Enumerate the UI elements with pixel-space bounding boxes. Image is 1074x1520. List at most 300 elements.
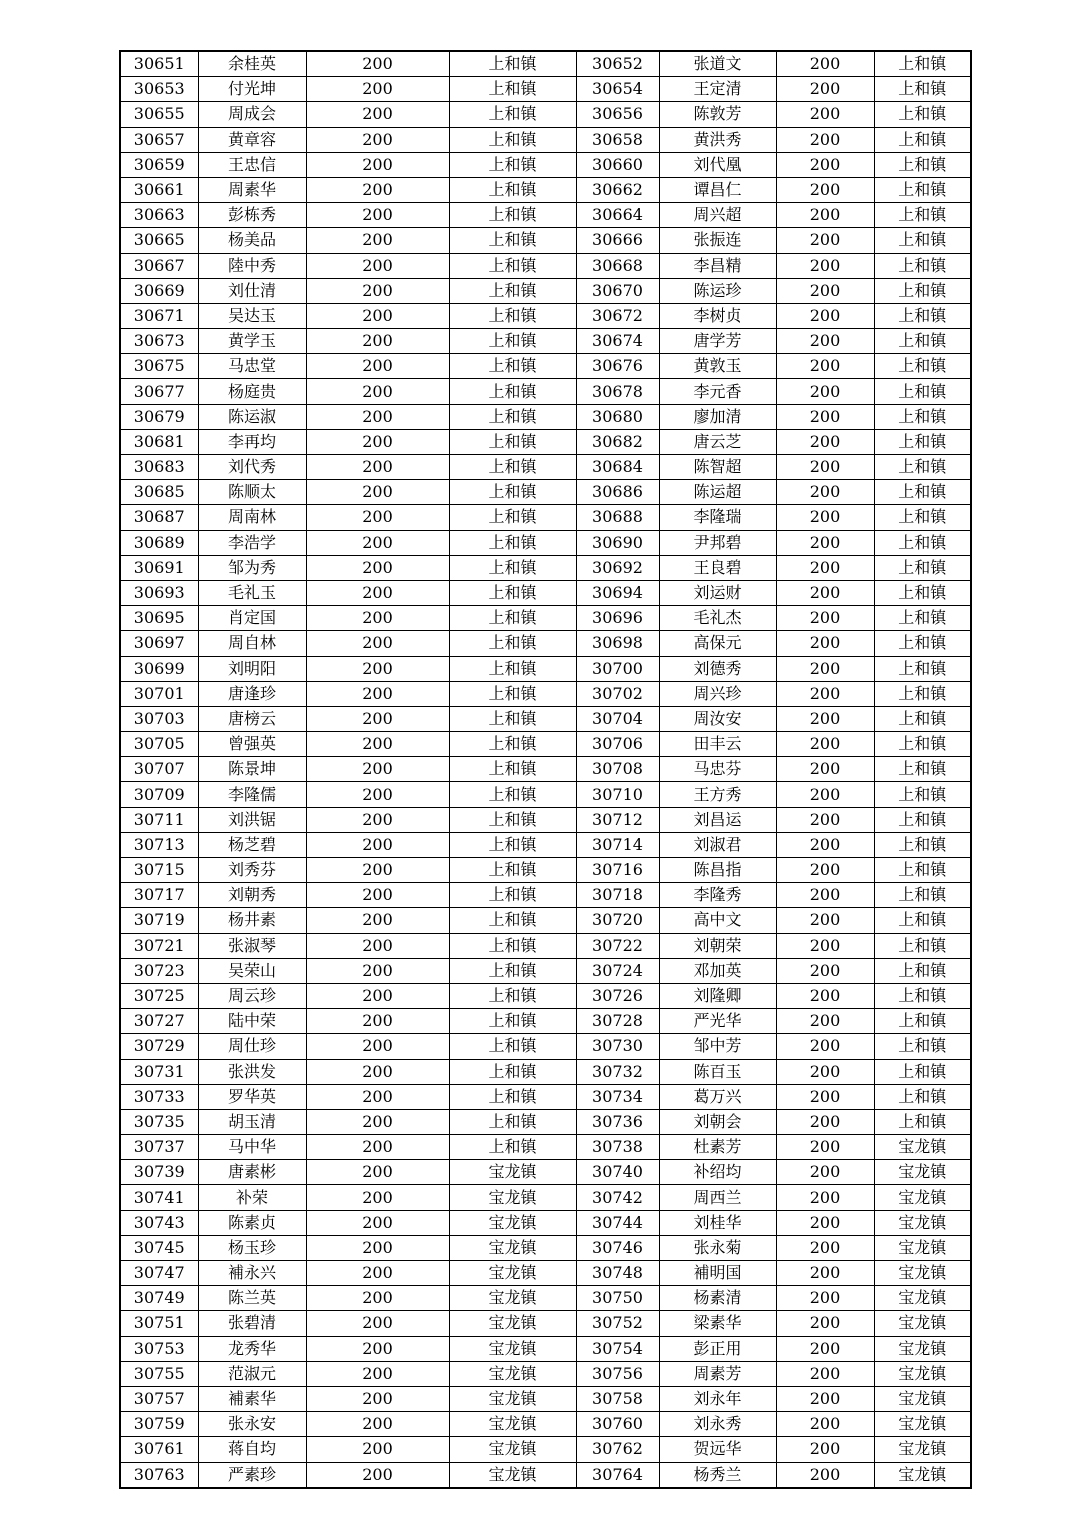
table-row	[120, 958, 971, 983]
cell-amount-right: 200	[776, 883, 874, 908]
cell-town-right: 上和镇	[874, 253, 971, 278]
cell-id-left: 30743	[120, 1210, 198, 1235]
cell-id-left: 30677	[120, 379, 198, 404]
cell-amount-left: 200	[306, 1235, 449, 1260]
cell-id-left: 30747	[120, 1261, 198, 1286]
cell-id-left: 30663	[120, 203, 198, 228]
cell-amount-left: 200	[306, 681, 449, 706]
cell-id-left: 30739	[120, 1160, 198, 1185]
cell-id-right: 30694	[576, 580, 659, 605]
cell-id-left: 30717	[120, 883, 198, 908]
cell-amount-right: 200	[776, 1437, 874, 1462]
cell-name-right: 杜素芳	[659, 1135, 776, 1160]
cell-name-right: 李元香	[659, 379, 776, 404]
cell-town-left: 宝龙镇	[449, 1286, 576, 1311]
cell-town-left: 上和镇	[449, 1009, 576, 1034]
cell-name-right: 王方秀	[659, 782, 776, 807]
cell-town-right: 宝龙镇	[874, 1286, 971, 1311]
cell-name-left: 吴达玉	[198, 303, 306, 328]
cell-id-left: 30659	[120, 152, 198, 177]
cell-amount-left: 200	[306, 278, 449, 303]
cell-town-right: 宝龙镇	[874, 1185, 971, 1210]
cell-amount-left: 200	[306, 404, 449, 429]
cell-id-right: 30740	[576, 1160, 659, 1185]
cell-amount-right: 200	[776, 732, 874, 757]
cell-id-left: 30763	[120, 1462, 198, 1488]
cell-id-left: 30685	[120, 480, 198, 505]
table-row	[120, 203, 971, 228]
table-row	[120, 455, 971, 480]
cell-town-left: 上和镇	[449, 983, 576, 1008]
cell-id-left: 30697	[120, 631, 198, 656]
cell-town-left: 上和镇	[449, 1135, 576, 1160]
cell-id-right: 30726	[576, 983, 659, 1008]
cell-name-right: 王良碧	[659, 555, 776, 580]
cell-name-left: 补荣	[198, 1185, 306, 1210]
cell-amount-left: 200	[306, 1084, 449, 1109]
cell-id-right: 30746	[576, 1235, 659, 1260]
cell-town-right: 上和镇	[874, 807, 971, 832]
cell-name-left: 肖定国	[198, 606, 306, 631]
cell-town-right: 上和镇	[874, 1034, 971, 1059]
cell-amount-right: 200	[776, 1210, 874, 1235]
cell-amount-left: 200	[306, 933, 449, 958]
cell-town-right: 上和镇	[874, 278, 971, 303]
cell-name-right: 補明国	[659, 1261, 776, 1286]
table-row	[120, 555, 971, 580]
cell-name-right: 严光华	[659, 1009, 776, 1034]
cell-id-right: 30734	[576, 1084, 659, 1109]
cell-id-right: 30682	[576, 429, 659, 454]
cell-name-right: 周汝安	[659, 706, 776, 731]
cell-town-left: 上和镇	[449, 253, 576, 278]
cell-amount-left: 200	[306, 203, 449, 228]
table-row	[120, 580, 971, 605]
cell-town-right: 宝龙镇	[874, 1336, 971, 1361]
cell-town-right: 上和镇	[874, 77, 971, 102]
cell-name-right: 刘永年	[659, 1386, 776, 1411]
cell-town-right: 上和镇	[874, 958, 971, 983]
cell-amount-left: 200	[306, 706, 449, 731]
cell-town-right: 上和镇	[874, 1109, 971, 1134]
cell-amount-right: 200	[776, 127, 874, 152]
cell-name-right: 唐学芳	[659, 329, 776, 354]
table-row	[120, 228, 971, 253]
cell-amount-left: 200	[306, 908, 449, 933]
table-row	[120, 1386, 971, 1411]
cell-amount-left: 200	[306, 1210, 449, 1235]
table-row	[120, 253, 971, 278]
cell-amount-left: 200	[306, 958, 449, 983]
cell-town-right: 上和镇	[874, 606, 971, 631]
cell-id-right: 30720	[576, 908, 659, 933]
cell-town-left: 上和镇	[449, 303, 576, 328]
cell-town-right: 上和镇	[874, 228, 971, 253]
cell-id-right: 30696	[576, 606, 659, 631]
cell-id-left: 30729	[120, 1034, 198, 1059]
cell-id-left: 30735	[120, 1109, 198, 1134]
cell-town-left: 宝龙镇	[449, 1361, 576, 1386]
cell-amount-right: 200	[776, 1034, 874, 1059]
cell-name-left: 曾强英	[198, 732, 306, 757]
cell-amount-right: 200	[776, 555, 874, 580]
table-row	[120, 908, 971, 933]
cell-town-left: 上和镇	[449, 1059, 576, 1084]
cell-name-right: 高保元	[659, 631, 776, 656]
cell-town-right: 上和镇	[874, 1059, 971, 1084]
cell-amount-right: 200	[776, 505, 874, 530]
cell-amount-right: 200	[776, 77, 874, 102]
cell-name-right: 李昌精	[659, 253, 776, 278]
cell-amount-right: 200	[776, 807, 874, 832]
cell-id-left: 30741	[120, 1185, 198, 1210]
cell-town-left: 宝龙镇	[449, 1210, 576, 1235]
cell-name-left: 龙秀华	[198, 1336, 306, 1361]
cell-name-left: 毛礼玉	[198, 580, 306, 605]
cell-name-left: 周仕珍	[198, 1034, 306, 1059]
cell-name-left: 陈顺太	[198, 480, 306, 505]
cell-id-right: 30712	[576, 807, 659, 832]
cell-town-right: 上和镇	[874, 51, 971, 77]
cell-id-left: 30653	[120, 77, 198, 102]
cell-town-right: 上和镇	[874, 429, 971, 454]
cell-id-left: 30669	[120, 278, 198, 303]
cell-amount-right: 200	[776, 303, 874, 328]
cell-name-left: 余桂英	[198, 51, 306, 77]
cell-id-left: 30707	[120, 757, 198, 782]
cell-town-left: 上和镇	[449, 681, 576, 706]
cell-name-right: 刘永秀	[659, 1412, 776, 1437]
cell-town-left: 上和镇	[449, 404, 576, 429]
cell-name-right: 彭正用	[659, 1336, 776, 1361]
cell-town-left: 上和镇	[449, 933, 576, 958]
cell-name-left: 陈兰英	[198, 1286, 306, 1311]
table-row	[120, 329, 971, 354]
cell-id-left: 30655	[120, 102, 198, 127]
cell-town-left: 宝龙镇	[449, 1412, 576, 1437]
cell-name-left: 付光坤	[198, 77, 306, 102]
cell-town-right: 上和镇	[874, 1084, 971, 1109]
cell-name-right: 田丰云	[659, 732, 776, 757]
cell-town-left: 上和镇	[449, 152, 576, 177]
cell-name-right: 补绍均	[659, 1160, 776, 1185]
cell-name-right: 陈昌指	[659, 858, 776, 883]
cell-amount-left: 200	[306, 1135, 449, 1160]
cell-name-left: 彭栋秀	[198, 203, 306, 228]
cell-amount-right: 200	[776, 1462, 874, 1488]
cell-amount-right: 200	[776, 631, 874, 656]
cell-name-left: 刘仕清	[198, 278, 306, 303]
cell-name-right: 尹邦碧	[659, 530, 776, 555]
cell-name-left: 马中华	[198, 1135, 306, 1160]
cell-town-left: 上和镇	[449, 228, 576, 253]
cell-id-left: 30727	[120, 1009, 198, 1034]
cell-town-right: 上和镇	[874, 782, 971, 807]
cell-id-left: 30719	[120, 908, 198, 933]
cell-id-right: 30702	[576, 681, 659, 706]
table-row	[120, 303, 971, 328]
cell-amount-left: 200	[306, 858, 449, 883]
cell-name-right: 陈运超	[659, 480, 776, 505]
cell-name-left: 唐素彬	[198, 1160, 306, 1185]
cell-name-right: 梁素华	[659, 1311, 776, 1336]
cell-name-left: 陸中秀	[198, 253, 306, 278]
cell-name-left: 李浩学	[198, 530, 306, 555]
cell-name-left: 陈素贞	[198, 1210, 306, 1235]
table-row	[120, 177, 971, 202]
cell-amount-left: 200	[306, 1185, 449, 1210]
cell-id-right: 30714	[576, 832, 659, 857]
cell-name-left: 周素华	[198, 177, 306, 202]
cell-amount-right: 200	[776, 933, 874, 958]
cell-name-left: 李再均	[198, 429, 306, 454]
cell-amount-left: 200	[306, 1336, 449, 1361]
cell-amount-left: 200	[306, 1160, 449, 1185]
cell-id-left: 30751	[120, 1311, 198, 1336]
cell-name-right: 陈百玉	[659, 1059, 776, 1084]
cell-town-right: 宝龙镇	[874, 1311, 971, 1336]
cell-id-right: 30760	[576, 1412, 659, 1437]
cell-amount-right: 200	[776, 480, 874, 505]
cell-id-right: 30690	[576, 530, 659, 555]
cell-name-right: 毛礼杰	[659, 606, 776, 631]
cell-town-right: 宝龙镇	[874, 1160, 971, 1185]
cell-name-right: 刘隆卿	[659, 983, 776, 1008]
cell-town-right: 上和镇	[874, 883, 971, 908]
cell-town-right: 上和镇	[874, 908, 971, 933]
table-row	[120, 858, 971, 883]
cell-amount-right: 200	[776, 228, 874, 253]
cell-name-left: 黄章容	[198, 127, 306, 152]
cell-id-right: 30676	[576, 354, 659, 379]
cell-town-left: 宝龙镇	[449, 1160, 576, 1185]
cell-town-right: 宝龙镇	[874, 1462, 971, 1488]
cell-town-left: 上和镇	[449, 505, 576, 530]
cell-town-left: 上和镇	[449, 429, 576, 454]
cell-town-left: 宝龙镇	[449, 1311, 576, 1336]
cell-town-right: 宝龙镇	[874, 1412, 971, 1437]
cell-id-right: 30762	[576, 1437, 659, 1462]
cell-town-right: 上和镇	[874, 152, 971, 177]
cell-name-left: 吴荣山	[198, 958, 306, 983]
cell-amount-right: 200	[776, 455, 874, 480]
cell-amount-right: 200	[776, 958, 874, 983]
cell-town-right: 宝龙镇	[874, 1261, 971, 1286]
cell-id-left: 30689	[120, 530, 198, 555]
cell-town-right: 上和镇	[874, 933, 971, 958]
cell-id-right: 30758	[576, 1386, 659, 1411]
cell-name-left: 邹为秀	[198, 555, 306, 580]
cell-town-left: 上和镇	[449, 329, 576, 354]
cell-town-left: 上和镇	[449, 858, 576, 883]
cell-id-right: 30652	[576, 51, 659, 77]
cell-amount-left: 200	[306, 354, 449, 379]
cell-amount-left: 200	[306, 253, 449, 278]
table-row	[120, 883, 971, 908]
table-row	[120, 933, 971, 958]
cell-town-left: 上和镇	[449, 455, 576, 480]
cell-name-right: 黄洪秀	[659, 127, 776, 152]
cell-name-right: 刘桂华	[659, 1210, 776, 1235]
cell-id-right: 30710	[576, 782, 659, 807]
cell-town-right: 上和镇	[874, 177, 971, 202]
cell-id-left: 30687	[120, 505, 198, 530]
cell-amount-left: 200	[306, 1059, 449, 1084]
cell-id-right: 30698	[576, 631, 659, 656]
cell-id-left: 30715	[120, 858, 198, 883]
cell-amount-left: 200	[306, 807, 449, 832]
cell-name-right: 刘朝会	[659, 1109, 776, 1134]
cell-town-right: 宝龙镇	[874, 1135, 971, 1160]
cell-town-left: 上和镇	[449, 580, 576, 605]
cell-name-right: 刘运财	[659, 580, 776, 605]
cell-name-right: 刘昌运	[659, 807, 776, 832]
cell-amount-left: 200	[306, 1386, 449, 1411]
table-row	[120, 152, 971, 177]
table-row	[120, 1462, 971, 1488]
cell-id-left: 30705	[120, 732, 198, 757]
cell-amount-left: 200	[306, 152, 449, 177]
cell-name-left: 张永安	[198, 1412, 306, 1437]
cell-amount-left: 200	[306, 782, 449, 807]
cell-town-left: 上和镇	[449, 757, 576, 782]
cell-amount-right: 200	[776, 832, 874, 857]
cell-name-left: 罗华英	[198, 1084, 306, 1109]
cell-name-right: 杨素清	[659, 1286, 776, 1311]
cell-id-right: 30748	[576, 1261, 659, 1286]
cell-id-left: 30761	[120, 1437, 198, 1462]
cell-id-left: 30699	[120, 656, 198, 681]
cell-name-left: 杨庭贵	[198, 379, 306, 404]
cell-amount-right: 200	[776, 429, 874, 454]
cell-amount-left: 200	[306, 102, 449, 127]
table-row	[120, 807, 971, 832]
cell-town-right: 上和镇	[874, 757, 971, 782]
cell-name-left: 補永兴	[198, 1261, 306, 1286]
cell-town-left: 上和镇	[449, 807, 576, 832]
cell-amount-left: 200	[306, 631, 449, 656]
cell-id-right: 30752	[576, 1311, 659, 1336]
cell-name-right: 李树贞	[659, 303, 776, 328]
cell-town-left: 宝龙镇	[449, 1185, 576, 1210]
cell-name-right: 唐云芝	[659, 429, 776, 454]
cell-id-right: 30674	[576, 329, 659, 354]
cell-name-right: 黄敦玉	[659, 354, 776, 379]
cell-town-left: 宝龙镇	[449, 1336, 576, 1361]
cell-name-right: 张永菊	[659, 1235, 776, 1260]
cell-amount-right: 200	[776, 1361, 874, 1386]
cell-id-right: 30688	[576, 505, 659, 530]
table-row	[120, 631, 971, 656]
cell-id-left: 30737	[120, 1135, 198, 1160]
cell-amount-right: 200	[776, 203, 874, 228]
cell-name-left: 张淑琴	[198, 933, 306, 958]
cell-town-left: 上和镇	[449, 1034, 576, 1059]
cell-town-right: 上和镇	[874, 732, 971, 757]
cell-amount-right: 200	[776, 379, 874, 404]
cell-amount-right: 200	[776, 1160, 874, 1185]
table-row	[120, 1109, 971, 1134]
cell-amount-left: 200	[306, 228, 449, 253]
cell-town-left: 宝龙镇	[449, 1261, 576, 1286]
cell-id-right: 30750	[576, 1286, 659, 1311]
cell-town-left: 宝龙镇	[449, 1386, 576, 1411]
table-row	[120, 1235, 971, 1260]
table-row	[120, 782, 971, 807]
cell-town-right: 上和镇	[874, 631, 971, 656]
cell-town-right: 上和镇	[874, 530, 971, 555]
cell-id-right: 30686	[576, 480, 659, 505]
cell-id-right: 30670	[576, 278, 659, 303]
table-row	[120, 832, 971, 857]
cell-id-left: 30701	[120, 681, 198, 706]
cell-name-right: 葛万兴	[659, 1084, 776, 1109]
cell-amount-left: 200	[306, 1437, 449, 1462]
table-row	[120, 505, 971, 530]
cell-id-left: 30675	[120, 354, 198, 379]
cell-amount-right: 200	[776, 1311, 874, 1336]
table-row	[120, 757, 971, 782]
cell-id-left: 30661	[120, 177, 198, 202]
table-row	[120, 1160, 971, 1185]
cell-amount-left: 200	[306, 329, 449, 354]
cell-name-left: 王忠信	[198, 152, 306, 177]
cell-amount-left: 200	[306, 1286, 449, 1311]
cell-name-left: 唐逢珍	[198, 681, 306, 706]
cell-name-right: 刘德秀	[659, 656, 776, 681]
cell-amount-right: 200	[776, 51, 874, 77]
cell-amount-left: 200	[306, 51, 449, 77]
cell-name-right: 谭昌仁	[659, 177, 776, 202]
cell-id-right: 30672	[576, 303, 659, 328]
cell-name-left: 周南林	[198, 505, 306, 530]
cell-amount-left: 200	[306, 832, 449, 857]
cell-id-left: 30691	[120, 555, 198, 580]
cell-name-left: 张洪发	[198, 1059, 306, 1084]
cell-town-right: 宝龙镇	[874, 1361, 971, 1386]
cell-name-left: 刘明阳	[198, 656, 306, 681]
cell-name-left: 刘代秀	[198, 455, 306, 480]
cell-town-right: 上和镇	[874, 706, 971, 731]
cell-name-left: 范淑元	[198, 1361, 306, 1386]
cell-id-right: 30684	[576, 455, 659, 480]
table-row	[120, 706, 971, 731]
cell-amount-left: 200	[306, 1462, 449, 1488]
cell-amount-right: 200	[776, 177, 874, 202]
cell-amount-left: 200	[306, 1412, 449, 1437]
cell-amount-left: 200	[306, 177, 449, 202]
cell-town-left: 上和镇	[449, 732, 576, 757]
cell-name-left: 李隆儒	[198, 782, 306, 807]
cell-name-left: 杨玉珍	[198, 1235, 306, 1260]
table-row	[120, 379, 971, 404]
cell-amount-right: 200	[776, 1336, 874, 1361]
cell-name-right: 陈智超	[659, 455, 776, 480]
cell-town-left: 上和镇	[449, 656, 576, 681]
table-row	[120, 354, 971, 379]
table-row	[120, 732, 971, 757]
cell-amount-right: 200	[776, 1235, 874, 1260]
cell-id-right: 30654	[576, 77, 659, 102]
cell-name-right: 王定清	[659, 77, 776, 102]
cell-id-left: 30725	[120, 983, 198, 1008]
cell-amount-left: 200	[306, 127, 449, 152]
cell-amount-left: 200	[306, 1361, 449, 1386]
cell-name-right: 刘淑君	[659, 832, 776, 857]
cell-id-left: 30721	[120, 933, 198, 958]
cell-amount-right: 200	[776, 606, 874, 631]
cell-id-right: 30680	[576, 404, 659, 429]
